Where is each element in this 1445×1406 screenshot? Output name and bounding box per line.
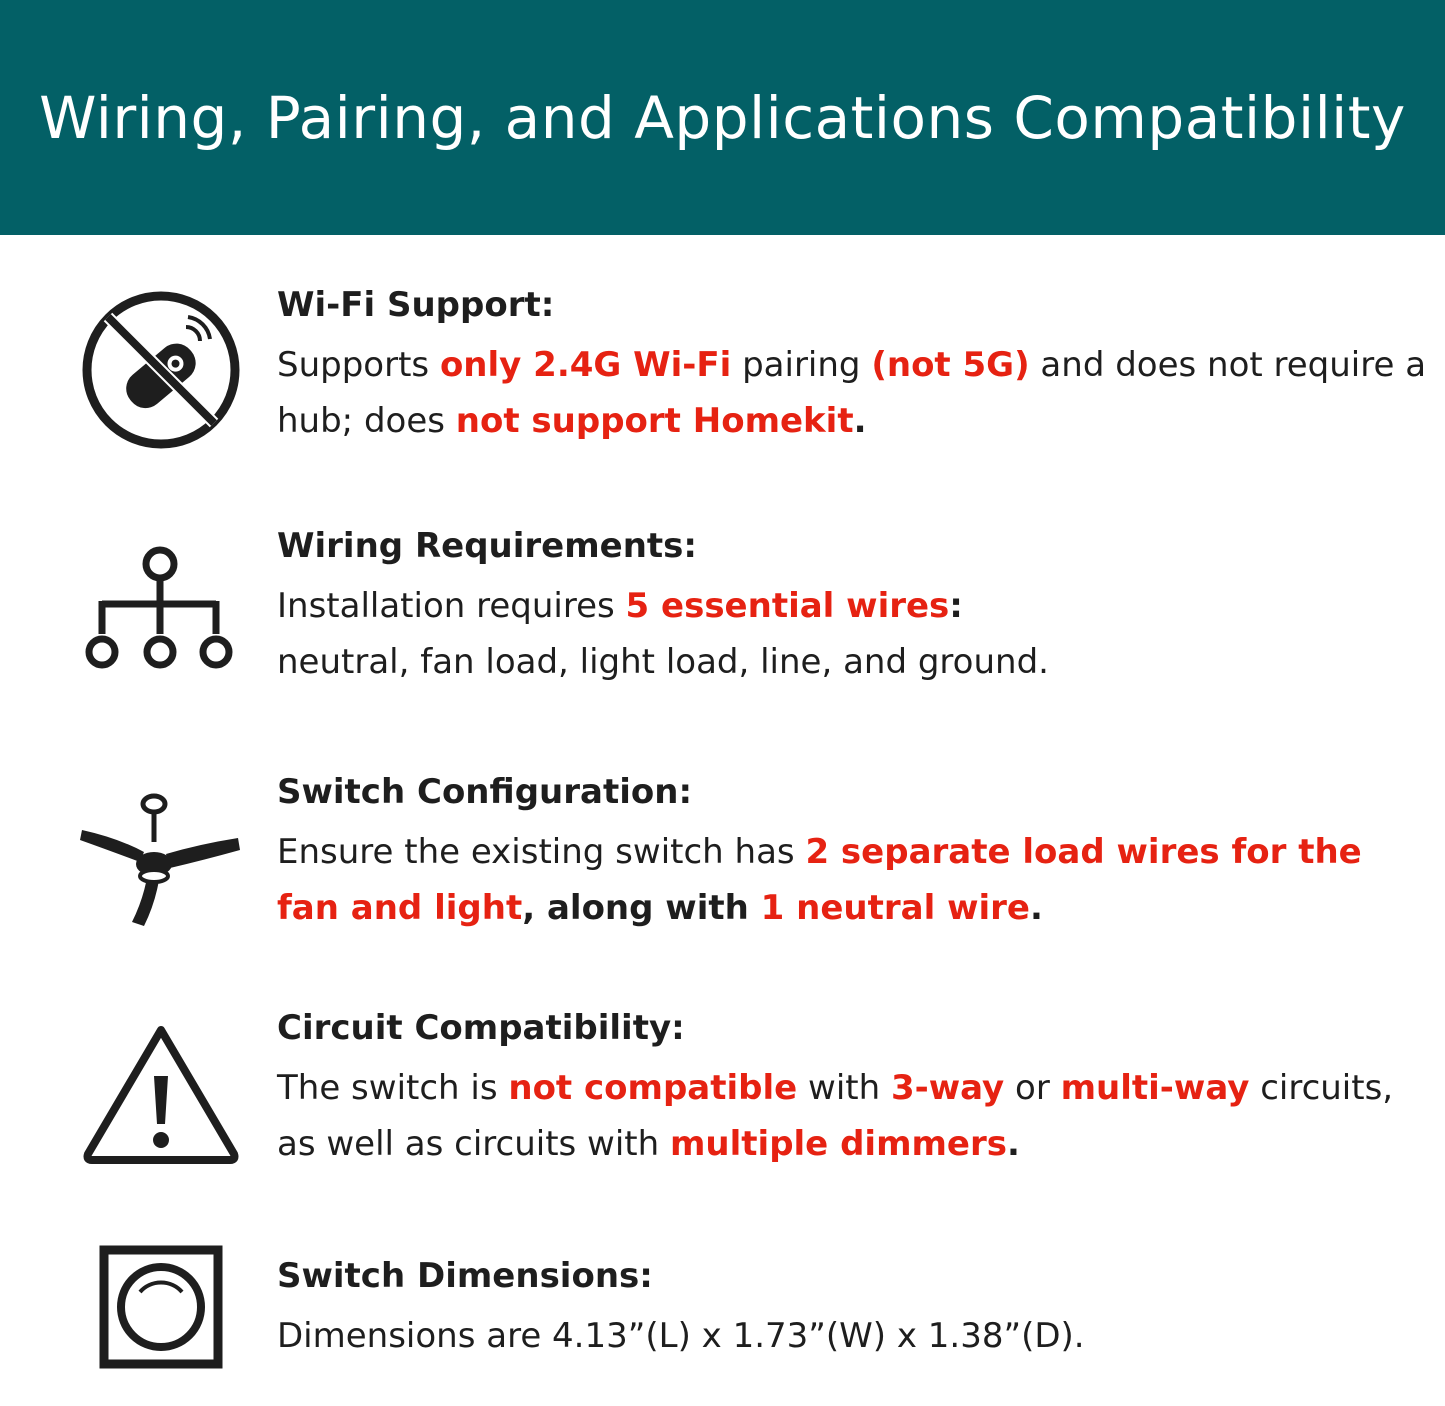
section-text (277, 1254, 1427, 1364)
section-heading: Switch Dimensions: (277, 1256, 653, 1296)
section-heading: Circuit Compatibility: (277, 1008, 685, 1048)
wiring-tree-icon (78, 524, 244, 690)
section-heading: Switch Configuration: (277, 772, 693, 812)
body-text: with (797, 1068, 891, 1108)
body-text: Ensure the existing switch has (277, 832, 806, 872)
section-body (277, 1308, 1427, 1364)
section-text (277, 524, 1427, 690)
highlight-text: multi-way (1060, 1068, 1250, 1108)
body-text: . (853, 401, 867, 441)
highlight-text: 5 essential wires (625, 586, 950, 626)
highlight-text: not compatible (508, 1068, 798, 1108)
page-title: Wiring, Pairing, and Applications Compatibility (39, 83, 1406, 152)
section-heading: Wi-Fi Support: (277, 285, 555, 325)
section-text (277, 283, 1427, 449)
body-text: The switch is (277, 1068, 509, 1108)
body-text: . (1007, 1124, 1020, 1164)
warning-icon (78, 1016, 244, 1182)
highlight-text: not support Homekit (455, 401, 854, 441)
section-text (277, 1006, 1427, 1172)
switch-dimensions-icon (78, 1240, 244, 1406)
ceiling-fan-icon (78, 780, 244, 946)
body-line: neutral, fan load, light load, line, and ground. (277, 642, 1049, 682)
body-line (277, 578, 1427, 634)
highlight-text: 3-way (890, 1068, 1005, 1108)
body-text: circuits, as well as circuits with (277, 1068, 1394, 1164)
no-remote-icon (78, 287, 244, 453)
body-text: : (949, 586, 963, 626)
body-text: pairing (731, 345, 872, 385)
highlight-text: 2 separate load wires for the fan and light (277, 832, 1362, 928)
section-body (277, 578, 1427, 690)
highlight-text: only 2.4G Wi-Fi (439, 345, 732, 385)
body-text: . (1029, 888, 1043, 928)
body-text: Installation requires (277, 586, 626, 626)
header-banner (0, 0, 1445, 235)
highlight-text: (not 5G) (871, 345, 1030, 385)
section-body (277, 1060, 1427, 1172)
body-text: Supports (277, 345, 440, 385)
body-text: or (1004, 1068, 1061, 1108)
highlight-text: multiple dimmers (670, 1124, 1007, 1164)
body-text: and does not require a hub; does (277, 345, 1427, 441)
section-heading: Wiring Requirements: (277, 526, 698, 566)
body-text: Dimensions are 4.13”(L) x 1.73”(W) x 1.38”(D). (277, 1316, 1085, 1356)
section-body (277, 824, 1427, 936)
section-text (277, 770, 1427, 936)
highlight-text: 1 neutral wire (760, 888, 1030, 928)
body-text: , along with (522, 888, 761, 928)
section-body (277, 337, 1427, 449)
